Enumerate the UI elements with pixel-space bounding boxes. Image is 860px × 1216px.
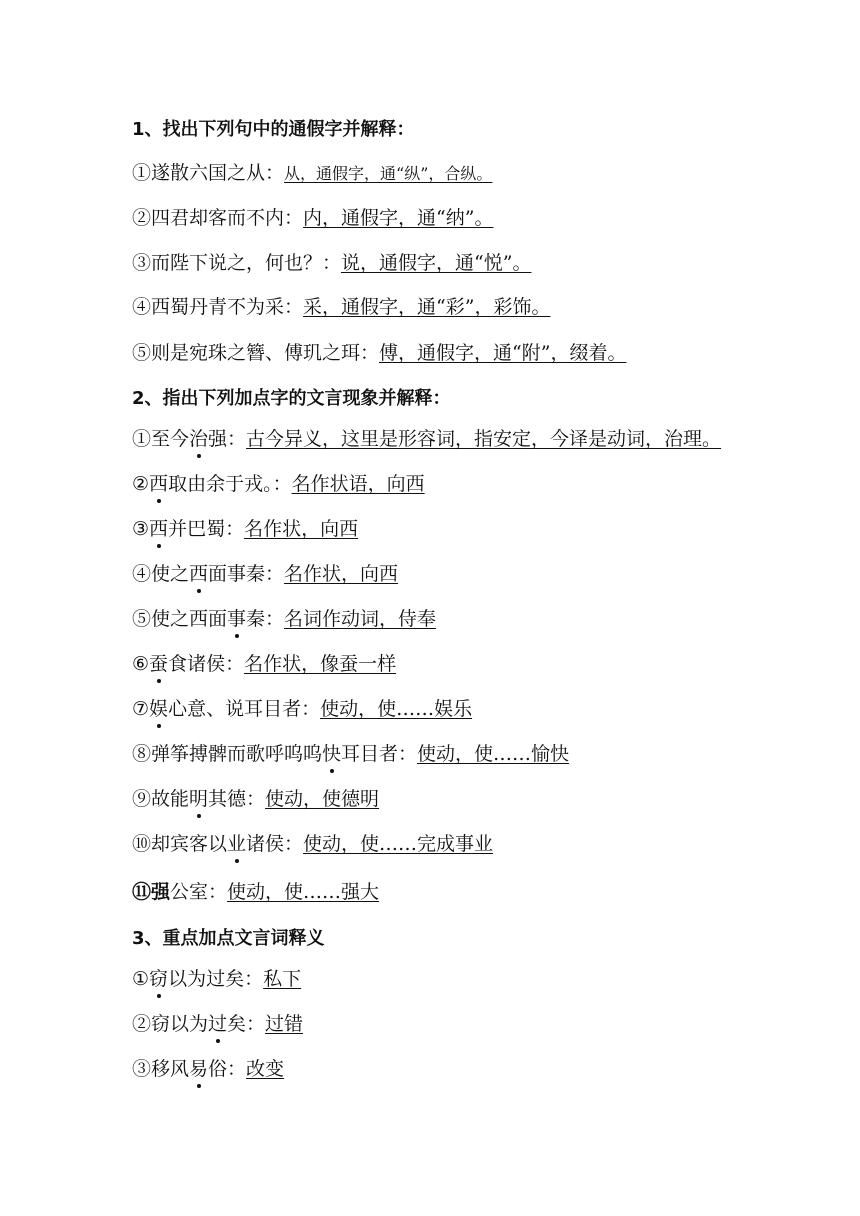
answer: 说，通假字，通“悦”。 [341, 252, 532, 274]
section-1-item-5 [132, 340, 626, 366]
question: ③而陛下说之，何也？： [132, 252, 342, 274]
section-2-item-1 [132, 426, 721, 452]
section-2-item-9 [132, 786, 379, 812]
question: ①遂散六国之从： [132, 162, 285, 184]
question-pre: ⑥ [132, 653, 150, 675]
question-post: 心意、说耳目者： [168, 698, 321, 720]
answer: 私下 [263, 968, 302, 990]
section-2-item-11 [132, 879, 379, 905]
emphasized-char: 西 [149, 473, 169, 495]
emphasized-char: 事 [227, 608, 247, 630]
question-pre: ⑪ [132, 881, 152, 903]
section-3-item-3 [132, 1056, 284, 1082]
section-2-item-6 [132, 651, 396, 677]
question-post: 耳目者： [341, 743, 418, 765]
question-post: 以为过矣： [168, 968, 264, 990]
answer: 过错 [265, 1013, 304, 1035]
section-2-item-8 [132, 741, 569, 767]
question-pre: ⑧弹筝搏髀而歌呼呜呜 [132, 743, 323, 765]
question-pre: ①至今 [132, 428, 190, 450]
section-3-item-2 [132, 1011, 303, 1037]
question-pre: ① [132, 968, 150, 990]
emphasized-char: 业 [227, 833, 247, 855]
answer: 使动，使……强大 [227, 881, 380, 903]
question: ⑤则是宛珠之簪、傅玑之珥： [132, 342, 380, 364]
question-pre: ⑨故能 [132, 788, 190, 810]
answer: 古今异义，这里是形容词，指安定，今译是动词，治理。 [246, 428, 722, 450]
answer: 从，通假字，通“纵”，合纵。 [284, 164, 493, 183]
question-post: 诸侯： [246, 833, 304, 855]
question-pre: ⑩却宾客以 [132, 833, 228, 855]
section-1-item-1 [132, 160, 492, 187]
section-2-title: 2、指出下列加点字的文言现象并解释： [132, 388, 451, 409]
section-2-item-4 [132, 561, 398, 587]
question-post: 取由余于戎。： [168, 473, 292, 495]
question-post: 强： [208, 428, 247, 450]
question-pre: ② [132, 473, 150, 495]
question-post: 秦： [246, 608, 285, 630]
emphasized-char: 过 [208, 1013, 228, 1035]
question-post: 俗： [208, 1058, 247, 1080]
question-post: 其德： [208, 788, 266, 810]
section-3-title: 3、重点加点文言词释义 [132, 928, 325, 949]
answer: 使动，使……愉快 [417, 743, 570, 765]
question-pre: ⑦ [132, 698, 150, 720]
question: ④西蜀丹青不为采： [132, 296, 304, 318]
answer: 采，通假字，通“彩”，彩饰。 [303, 296, 551, 318]
section-2-item-3 [132, 516, 358, 542]
question: ②四君却客而不内： [132, 207, 304, 229]
emphasized-char: 易 [189, 1058, 209, 1080]
answer: 名作状，向西 [284, 563, 399, 585]
question-post: 食诸侯： [168, 653, 245, 675]
section-3-item-1 [132, 966, 301, 992]
question-pre: ③ [132, 518, 150, 540]
question-post: 面事秦： [208, 563, 285, 585]
question-pre: ②窃以为 [132, 1013, 209, 1035]
emphasized-char: 治 [189, 428, 209, 450]
emphasized-char: 西 [149, 518, 169, 540]
emphasized-char: 娱 [149, 698, 169, 720]
emphasized-char: 快 [322, 743, 342, 765]
question-pre: ③移风 [132, 1058, 190, 1080]
question-pre: ⑤使之西面 [132, 608, 228, 630]
answer: 名作状，向西 [244, 518, 359, 540]
answer: 改变 [246, 1058, 285, 1080]
emphasized-char: 强 [151, 881, 171, 903]
section-1-item-3 [132, 250, 531, 276]
answer: 名作状语，向西 [291, 473, 425, 495]
section-1-item-2 [132, 205, 493, 231]
section-1-item-4 [132, 294, 550, 320]
answer: 使动，使德明 [265, 788, 380, 810]
question-post: 并巴蜀： [168, 518, 245, 540]
emphasized-char: 明 [189, 788, 209, 810]
section-1-title: 1、找出下列句中的通假字并解释： [132, 119, 415, 140]
answer: 名词作动词，侍奉 [284, 608, 437, 630]
section-2-item-2 [132, 471, 425, 497]
answer: 使动，使……娱乐 [320, 698, 473, 720]
question-post: 矣： [227, 1013, 266, 1035]
question-pre: ④使之 [132, 563, 190, 585]
answer: 内，通假字，通“纳”。 [303, 207, 494, 229]
section-2-item-7 [132, 696, 472, 722]
answer: 名作状，像蚕一样 [244, 653, 397, 675]
question-post: 公室： [170, 881, 228, 903]
section-2-item-5 [132, 606, 436, 632]
section-2-item-10 [132, 831, 493, 857]
answer: 傅，通假字，通“附”，缀着。 [379, 342, 627, 364]
emphasized-char: 西 [189, 563, 209, 585]
emphasized-char: 窃 [149, 968, 169, 990]
answer: 使动，使……完成事业 [303, 833, 494, 855]
emphasized-char: 蚕 [149, 653, 169, 675]
